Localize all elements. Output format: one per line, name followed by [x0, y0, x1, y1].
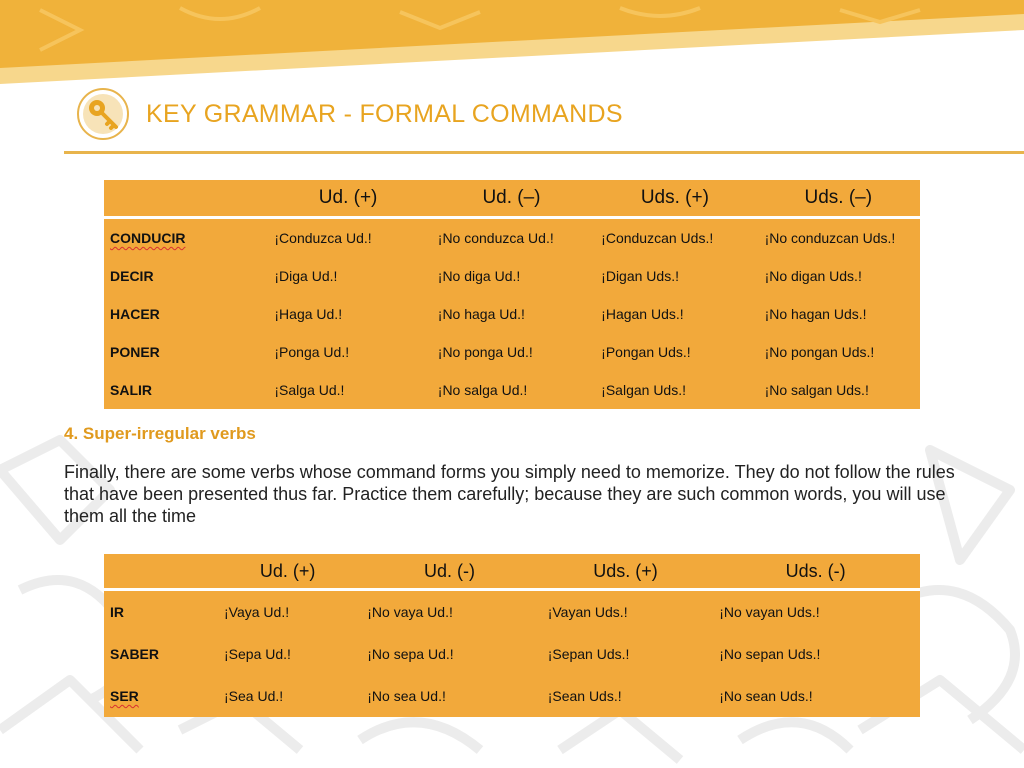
command-cell: ¡Salgan Uds.!: [601, 382, 686, 398]
header-cell: Ud. (–): [430, 180, 593, 218]
verb-label: SABER: [110, 646, 160, 662]
header-cell: Uds. (+): [593, 180, 756, 218]
header-blank: [104, 554, 216, 590]
header-cell: Uds. (-): [711, 554, 920, 590]
command-cell: ¡No sepan Uds.!: [719, 646, 821, 662]
table-row: [104, 371, 920, 409]
table-row: [104, 295, 920, 333]
header-cell: Ud. (+): [216, 554, 359, 590]
commands-table-2: [104, 554, 920, 717]
command-cell: ¡Digan Uds.!: [601, 268, 679, 284]
table-header-row: [104, 554, 920, 590]
verb-label: SER: [110, 688, 139, 704]
verb-label: IR: [110, 604, 124, 620]
command-cell: ¡Haga Ud.!: [274, 306, 343, 322]
command-cell: ¡Pongan Uds.!: [601, 344, 691, 360]
command-cell: ¡Sepa Ud.!: [224, 646, 291, 662]
command-cell: ¡No digan Uds.!: [764, 268, 862, 284]
command-cell: ¡Ponga Ud.!: [274, 344, 350, 360]
verb-label: SALIR: [110, 382, 152, 398]
command-cell: ¡Sepan Uds.!: [547, 646, 630, 662]
table-header-row: [104, 180, 920, 218]
table-row: [104, 675, 920, 717]
command-cell: ¡No hagan Uds.!: [764, 306, 867, 322]
verb-label: DECIR: [110, 268, 154, 284]
page-title: KEY GRAMMAR - FORMAL COMMANDS: [146, 99, 623, 128]
intro-paragraph: Finally, there are some verbs whose command forms you simply need to memorize. They do not follow the rules that have been presented thus far. Practice them carefully; because they are such common words, you will use them all the time: [64, 462, 955, 526]
command-cell: ¡No ponga Ud.!: [437, 344, 533, 360]
header-cell: Ud. (+): [266, 180, 429, 218]
command-cell: ¡No conduzcan Uds.!: [764, 230, 896, 246]
verb-label: CONDUCIR: [110, 230, 186, 246]
title-row: [76, 86, 623, 142]
command-cell: ¡Sean Uds.!: [547, 688, 622, 704]
command-cell: ¡No vaya Ud.!: [367, 604, 453, 620]
header-cell: Uds. (–): [757, 180, 920, 218]
command-cell: ¡Vayan Uds.!: [547, 604, 628, 620]
verb-label: PONER: [110, 344, 160, 360]
command-cell: ¡Vaya Ud.!: [224, 604, 290, 620]
command-cell: ¡No salgan Uds.!: [764, 382, 869, 398]
command-cell: ¡Conduzcan Uds.!: [601, 230, 714, 246]
verb-label: HACER: [110, 306, 160, 322]
command-cell: ¡No pongan Uds.!: [764, 344, 875, 360]
command-cell: ¡Sea Ud.!: [224, 688, 284, 704]
command-cell: ¡No sepa Ud.!: [367, 646, 454, 662]
command-cell: ¡Hagan Uds.!: [601, 306, 684, 322]
commands-table-1: [104, 180, 920, 409]
command-cell: ¡Conduzca Ud.!: [274, 230, 372, 246]
table-row: [104, 590, 920, 634]
key-icon: [76, 87, 130, 141]
command-cell: ¡No vayan Uds.!: [719, 604, 820, 620]
command-cell: ¡No haga Ud.!: [437, 306, 525, 322]
header-band: [0, 0, 1024, 90]
command-cell: ¡No conduzca Ud.!: [437, 230, 554, 246]
section-heading: 4. Super-irregular verbs: [64, 424, 256, 443]
table-row: [104, 333, 920, 371]
table-row: [104, 633, 920, 675]
command-cell: ¡No sean Uds.!: [719, 688, 813, 704]
table-row: [104, 257, 920, 295]
command-cell: ¡No sea Ud.!: [367, 688, 446, 704]
command-cell: ¡Salga Ud.!: [274, 382, 345, 398]
title-divider: [64, 151, 1024, 154]
command-cell: ¡No salga Ud.!: [437, 382, 528, 398]
table-row: [104, 218, 920, 258]
header-cell: Ud. (-): [359, 554, 539, 590]
header-blank: [104, 180, 266, 218]
command-cell: ¡Diga Ud.!: [274, 268, 338, 284]
command-cell: ¡No diga Ud.!: [437, 268, 521, 284]
header-cell: Uds. (+): [540, 554, 712, 590]
